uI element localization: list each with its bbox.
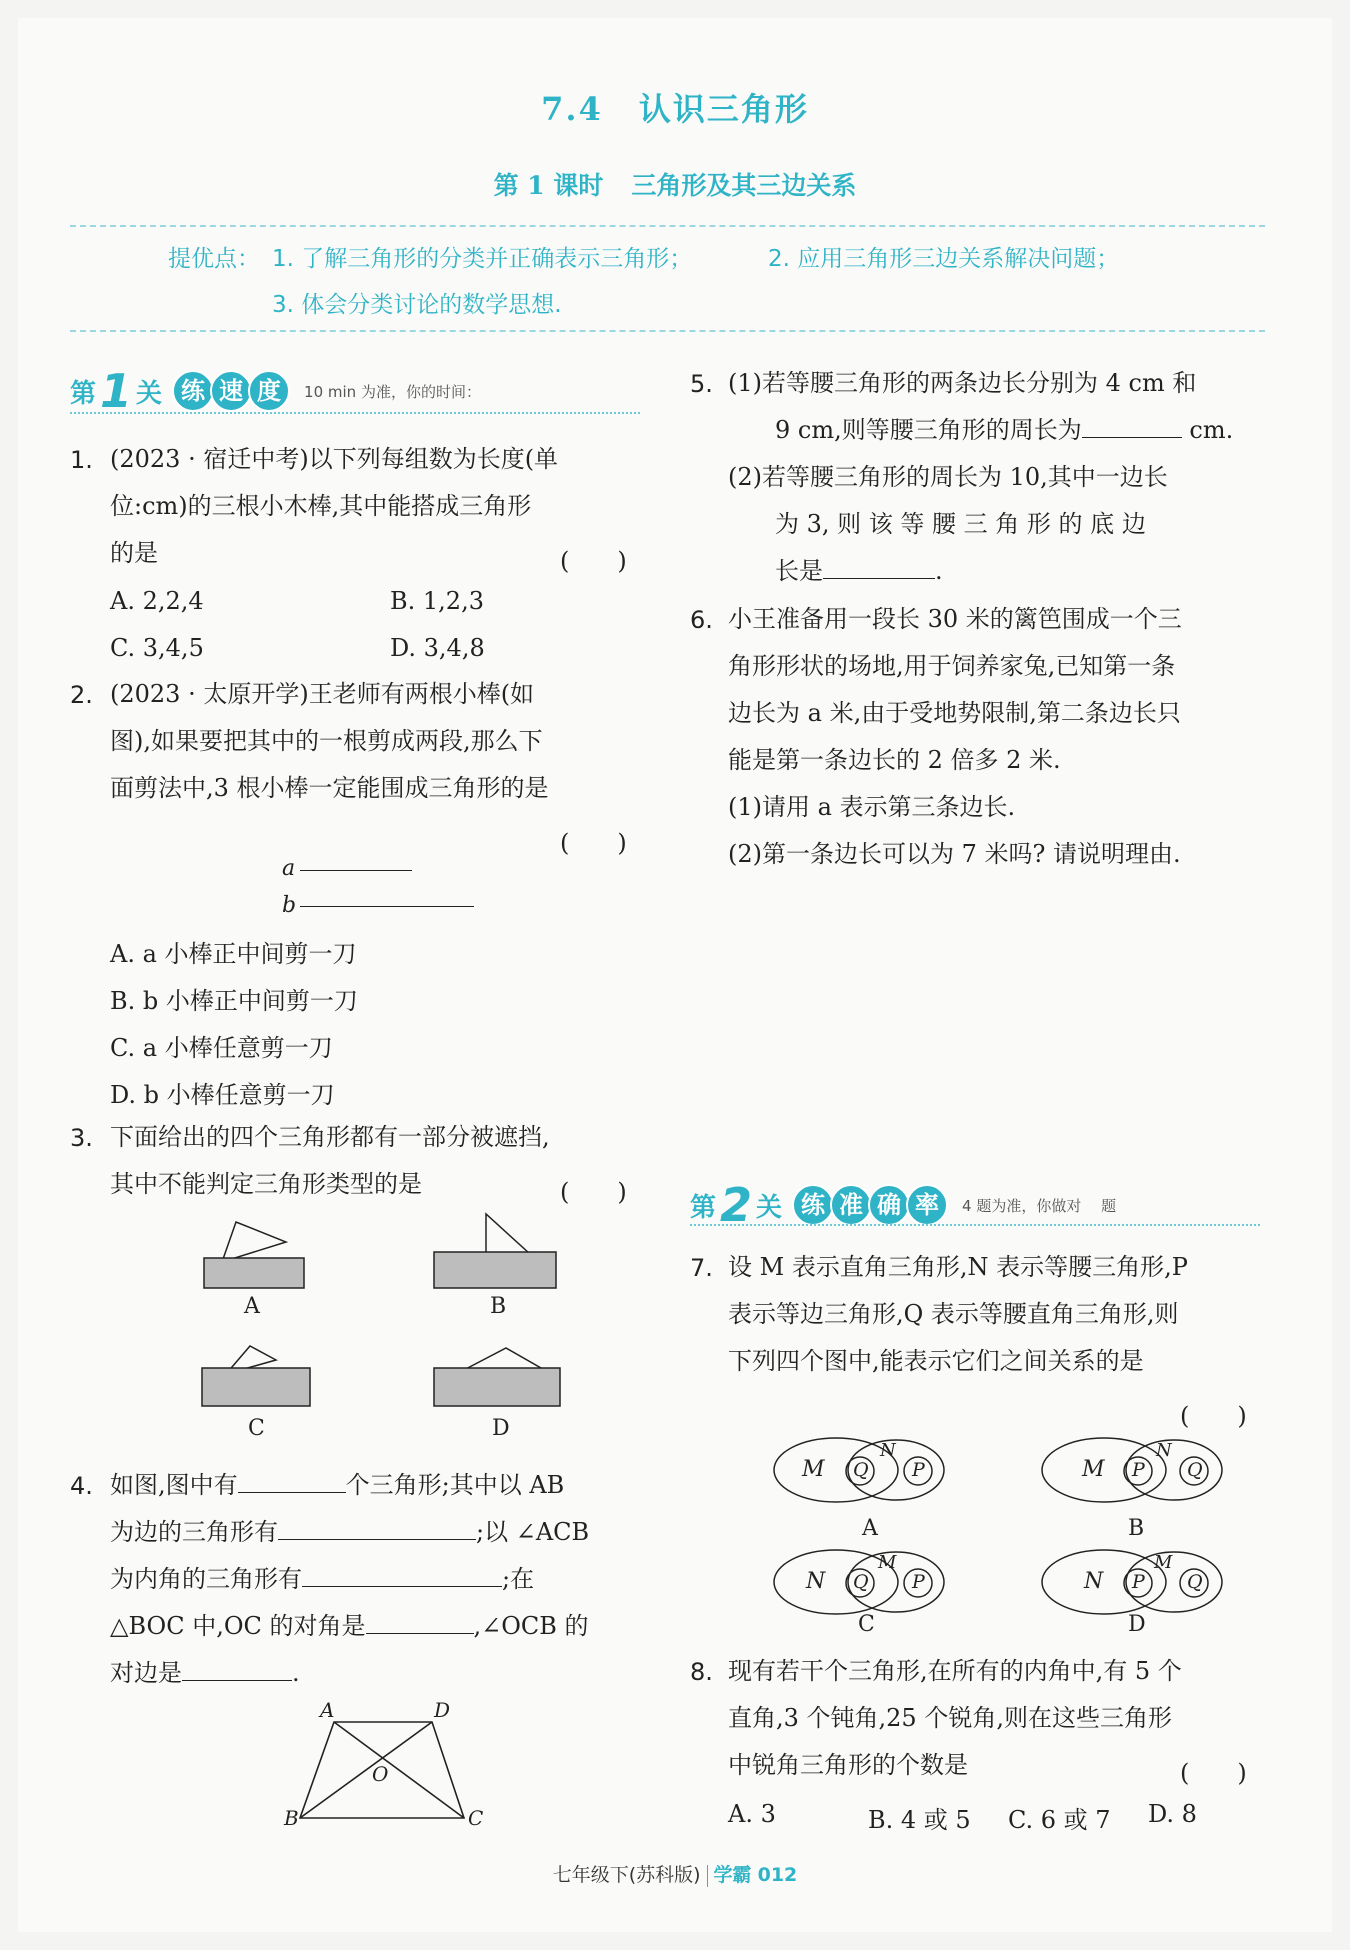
page-footer [0, 1860, 1350, 1887]
level-1-badge: 第 1 关 练 速 度 10 min 为准，你的时间： [70, 364, 481, 418]
q4-line-1: 如图,图中有 个三角形;其中以 AB [110, 1462, 564, 1509]
venn-c-label: C [858, 1612, 875, 1637]
q2-number: 2. [70, 681, 93, 709]
q3-line-2: 其中不能判定三角形类型的是 [110, 1170, 422, 1198]
q2-answer-paren: ( ) [560, 829, 627, 857]
q7-answer-paren: ( ) [1180, 1402, 1247, 1430]
q4-point-c: C [468, 1806, 484, 1830]
venn-c-big: N [806, 1569, 826, 1594]
lesson-title: 第 1 课时 三角形及其三边关系 [493, 171, 857, 200]
q2-option-c: C. a 小棒任意剪一刀 [110, 1034, 333, 1062]
q8-option-a: A. 3 [728, 1800, 776, 1828]
q3-label-d: D [492, 1416, 510, 1441]
q7-line-1: 设 M 表示直角三角形,N 表示等腰三角形,P [728, 1253, 1188, 1281]
venn-c-mid: M [878, 1552, 897, 1573]
q1-line-1: (2023 · 宿迁中考)以下列每组数为长度(单 [110, 445, 559, 473]
q6-line-2: 角形形状的场地,用于饲养家兔,已知第一条 [728, 652, 1176, 680]
q4-point-a: A [320, 1698, 335, 1722]
section-title: 7.4 认识三角形 [541, 90, 809, 128]
q8-answer-paren: ( ) [1180, 1759, 1247, 1787]
q4-number: 4. [70, 1472, 93, 1500]
q8-line-2: 直角,3 个钝角,25 个锐角,则在这些三角形 [728, 1704, 1172, 1732]
venn-b-inner-2: Q [1187, 1459, 1203, 1481]
venn-c-inner-1: Q [853, 1571, 869, 1593]
q2-line-1: (2023 · 太原开学)王老师有两根小棒(如 [110, 680, 535, 708]
q6-line-1: 小王准备用一段长 30 米的篱笆围成一个三 [728, 605, 1182, 633]
q3-answer-paren: ( ) [560, 1178, 627, 1206]
q1-option-b: B. 1,2,3 [390, 587, 484, 615]
q1-option-c: C. 3,4,5 [110, 634, 204, 662]
footer-grade: 七年级下(苏科版) [552, 1864, 701, 1886]
goal-3: 3. 体会分类讨论的数学思想. [272, 292, 562, 318]
q4-line-3: 为内角的三角形有 ;在 [110, 1556, 534, 1603]
q8-number: 8. [690, 1658, 713, 1686]
goals-label: 提优点： [168, 246, 260, 272]
venn-b-mid: N [1156, 1440, 1172, 1461]
level-2-pill: 练 准 确 率 [792, 1184, 944, 1226]
q3-number: 3. [70, 1124, 93, 1152]
q1-line-2: 位:cm)的三根小木棒,其中能搭成三角形 [110, 492, 532, 520]
q2-option-b: B. b 小棒正中间剪一刀 [110, 987, 358, 1015]
q1-number: 1. [70, 446, 93, 474]
q6-line-6: (2)第一条边长可以为 7 米吗? 请说明理由. [728, 840, 1181, 868]
q3-label-b: B [490, 1294, 507, 1319]
q4-point-d: D [434, 1698, 451, 1722]
level-1-note: 10 min 为准，你的时间： [304, 382, 481, 401]
venn-b-label: B [1128, 1516, 1145, 1541]
venn-b-big: M [1082, 1457, 1105, 1482]
q8-option-c: C. 6 或 7 [1008, 1806, 1111, 1834]
q5-line-5: 长是 . [775, 548, 943, 595]
q4-line-5: 对边是 . [110, 1650, 300, 1697]
venn-c-inner-2: P [912, 1571, 925, 1593]
q1-option-a: A. 2,2,4 [110, 587, 204, 615]
venn-d-mid: M [1154, 1552, 1173, 1573]
q4-line-2: 为边的三角形有 ;以 ∠ACB [110, 1509, 589, 1556]
venn-a-label: A [862, 1516, 878, 1541]
q5-line-3: (2)若等腰三角形的周长为 10,其中一边长 [728, 463, 1168, 491]
stick-a-label: a [282, 856, 296, 881]
q3-label-c: C [248, 1416, 265, 1441]
q8-option-b: B. 4 或 5 [868, 1806, 971, 1834]
venn-b-inner-1: P [1132, 1459, 1145, 1481]
q1-option-d: D. 3,4,8 [390, 634, 485, 662]
q2-option-d: D. b 小棒任意剪一刀 [110, 1081, 335, 1109]
goal-2: 2. 应用三角形三边关系解决问题； [768, 246, 1120, 272]
venn-a-inner-2: P [912, 1459, 925, 1481]
q3-line-1: 下面给出的四个三角形都有一部分被遮挡, [110, 1123, 550, 1151]
q6-line-5: (1)请用 a 表示第三条边长. [728, 793, 1016, 821]
q8-line-1: 现有若干个三角形,在所有的内角中,有 5 个 [728, 1657, 1182, 1685]
venn-d-big: N [1084, 1569, 1104, 1594]
q6-line-4: 能是第一条边长的 2 倍多 2 米. [728, 746, 1061, 774]
q4-line-4: △BOC 中,OC 的对角是 ,∠OCB 的 [110, 1603, 589, 1650]
level-1-pill: 练 速 度 [172, 370, 286, 412]
q1-answer-paren: ( ) [560, 547, 627, 575]
goal-1: 1. 了解三角形的分类并正确表示三角形； [272, 246, 693, 272]
q7-number: 7. [690, 1254, 713, 1282]
footer-brand: 学霸 [713, 1864, 752, 1886]
level-2-note: 4 题为准，你做对 题 [962, 1196, 1117, 1215]
q8-line-3: 中锐角三角形的个数是 [728, 1751, 968, 1779]
q7-line-3: 下列四个图中,能表示它们之间关系的是 [728, 1347, 1144, 1375]
q4-point-b: B [284, 1806, 299, 1830]
q7-line-2: 表示等边三角形,Q 表示等腰直角三角形,则 [728, 1300, 1179, 1328]
q3-label-a: A [244, 1294, 260, 1319]
q5-line-2: 9 cm,则等腰三角形的周长为 cm. [775, 407, 1233, 454]
venn-d-label: D [1128, 1612, 1146, 1637]
q8-option-d: D. 8 [1148, 1800, 1197, 1828]
stick-b-label: b [282, 893, 297, 918]
page-number: 012 [757, 1864, 798, 1886]
venn-d-inner-1: P [1132, 1571, 1145, 1593]
q2-line-3: 面剪法中,3 根小棒一定能围成三角形的是 [110, 774, 549, 802]
q6-number: 6. [690, 606, 713, 634]
q4-point-o: O [372, 1762, 389, 1786]
q2-line-2: 图),如果要把其中的一根剪成两段,那么下 [110, 727, 543, 755]
venn-d-inner-2: Q [1187, 1571, 1203, 1593]
q5-number: 5. [690, 370, 713, 398]
q2-option-a: A. a 小棒正中间剪一刀 [110, 940, 357, 968]
venn-a-mid: N [880, 1440, 896, 1461]
q1-line-3: 的是 [110, 539, 158, 567]
q5-line-1: (1)若等腰三角形的两条边长分别为 4 cm 和 [728, 369, 1197, 397]
venn-a-big: M [802, 1457, 825, 1482]
q6-line-3: 边长为 a 米,由于受地势限制,第二条边长只 [728, 699, 1181, 727]
level-2-badge: 第 2 关 练 准 确 率 4 题为准，你做对 题 [690, 1178, 1117, 1232]
q5-line-4: 为 3, 则 该 等 腰 三 角 形 的 底 边 [775, 510, 1146, 538]
venn-a-inner-1: Q [853, 1459, 869, 1481]
